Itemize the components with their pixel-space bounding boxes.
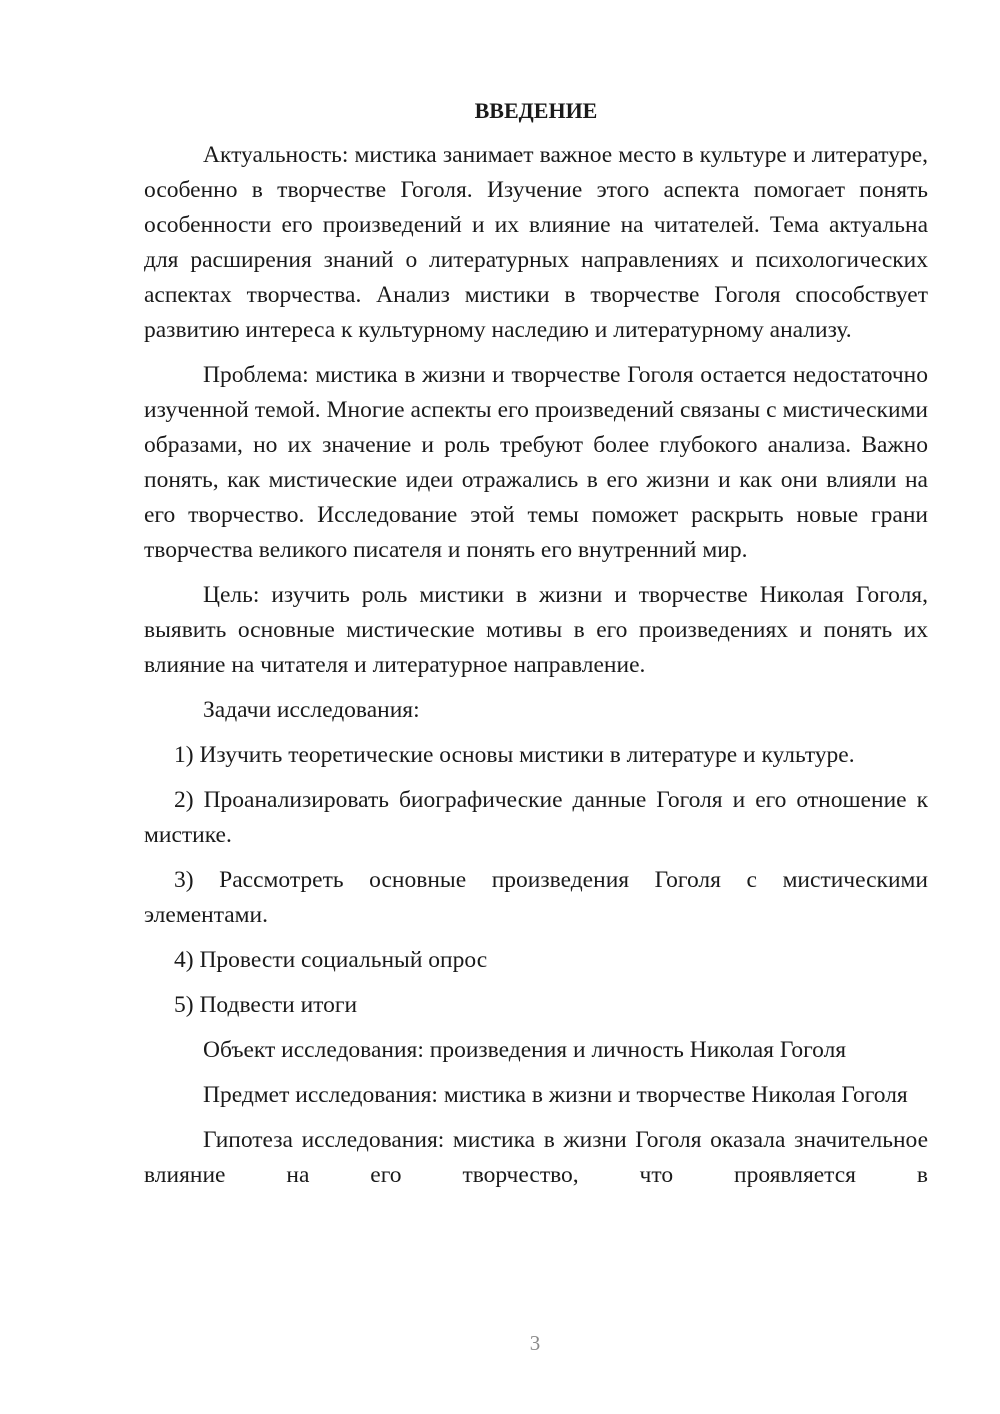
section-title: ВВЕДЕНИЕ [474,98,598,123]
task-item-3: 3) Рассмотреть основные произведения Гоголя с мистическими элементами. [144,867,928,928]
paragraph-goal: Цель: изучить роль мистики в жизни и творчестве Николая Гоголя, выявить основные мистические мотивы в его произведениях и понять их влияние на читателя и литературное направление. [144,582,928,678]
task-item-5: 5) Подвести итоги [174,992,358,1018]
task-item-2: 2) Проанализировать биографические данные Гоголя и его отношение к мистике. [144,787,928,848]
paragraph-hypothesis: Гипотеза исследования: мистика в жизни Гоголя оказала значительное влияние на его творчество, что проявляется в [144,1127,928,1188]
paragraph-relevance: Актуальность: мистика занимает важное место в культуре и литературе, особенно в творчестве Гоголя. Изучение этого аспекта помогает понять особенности его произведений и их влияние на читателей. Тема актуальна для расширения знаний о литературных направлениях и психологических аспектах творчества. Анализ мистики в творчестве Гоголя способствует развитию интереса к культурному наследию и литературному анализу. [144,142,928,343]
task-item-1: 1) Изучить теоретические основы мистики в литературе и культуре. [174,742,855,768]
task-item-4: 4) Провести социальный опрос [174,947,488,973]
page-body [144,96,928,1193]
paragraph-object: Объект исследования: произведения и личность Николая Гоголя [203,1037,847,1063]
paragraph-problem: Проблема: мистика в жизни и творчестве Гоголя остается недостаточно изученной темой. Многие аспекты его произведений связаны с мистическими образами, но их значение и роль требуют более глубокого анализа. Важно понять, как мистические идеи отражались в его жизни и как они влияли на его творчество. Исследование этой темы поможет раскрыть новые грани творчества великого писателя и понять его внутренний мир. [144,362,928,563]
page-number: 3 [529,1331,541,1355]
paragraph-subject: Предмет исследования: мистика в жизни и творчестве Николая Гоголя [203,1082,908,1108]
tasks-heading: Задачи исследования: [203,697,420,723]
